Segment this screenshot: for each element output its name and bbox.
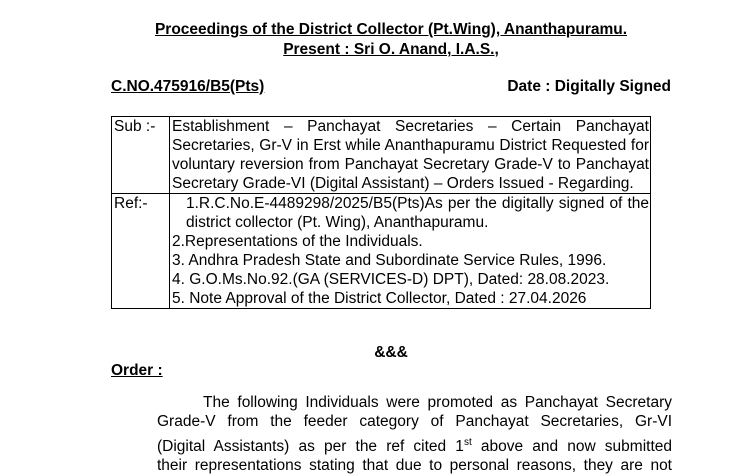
case-number: C.NO.475916/B5(Pts) <box>111 78 265 95</box>
subject-text: Establishment – Panchayat Secretaries – Certain Panchayat Secretaries, Gr-V in Erst while Ananthapuramu District Requested for voluntary reversion from Panchayat Secretary Grade-V to Panchayat Secretary Grade-VI (Digital Assistant) – Orders Issued - Regarding. <box>170 117 651 194</box>
paragraph-line: their representations stating that due to personal reasons, they are not <box>157 457 672 474</box>
ordinal-suffix: st <box>463 436 472 448</box>
paragraph-line: Grade-V from the feeder category of Panchayat Secretaries, Gr-VI <box>157 413 672 430</box>
reference-list <box>170 194 651 309</box>
reference-item: 1.R.C.No.E-4489298/2025/B5(Pts)As per the digitally signed of the district collector (Pt. Wing), Ananthapuramu. <box>186 195 649 231</box>
paragraph-line <box>157 437 672 456</box>
paragraph-line: The following Individuals were promoted as Panchayat Secretary <box>203 394 672 411</box>
subject-label: Sub :- <box>112 117 170 194</box>
order-paragraph <box>157 393 672 475</box>
reference-item: 2.Representations of the Individuals. <box>172 233 423 250</box>
subject-reference-table <box>111 116 651 309</box>
reference-item: 4. G.O.Ms.No.92.(GA (SERVICES-D) DPT), Dated: 28.08.2023. <box>172 271 610 288</box>
reference-label: Ref:- <box>112 194 170 309</box>
paragraph-text: (Digital Assistants) as per the ref cited 1 <box>157 438 464 455</box>
reference-row <box>112 194 651 309</box>
reference-item: 3. Andhra Pradesh State and Subordinate Service Rules, 1996. <box>172 252 607 269</box>
paragraph-text: above and now submitted <box>471 438 673 455</box>
order-heading: Order : <box>111 362 163 379</box>
reference-item: 5. Note Approval of the District Collector, Dated : 27.04.2026 <box>172 290 587 307</box>
present-officer: Present : Sri O. Anand, I.A.S., <box>283 41 499 58</box>
proceedings-title: Proceedings of the District Collector (Pt.Wing), Ananthapuramu. <box>154 21 628 38</box>
date-label: Date : Digitally Signed <box>507 78 671 95</box>
subject-row <box>112 117 651 194</box>
section-separator: &&& <box>374 344 408 361</box>
